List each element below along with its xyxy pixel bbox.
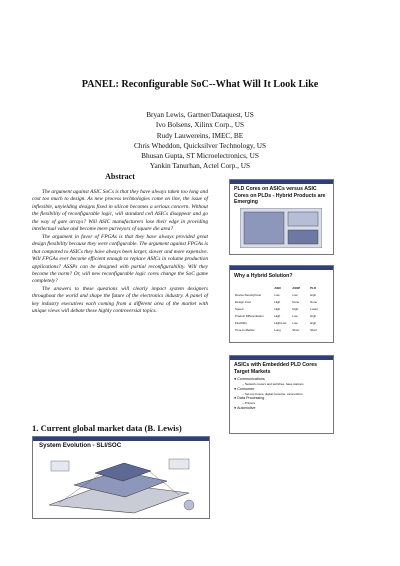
section-heading: 1. Current global market data (B. Lewis) — [32, 423, 182, 433]
table-cell: Low — [292, 314, 298, 318]
list-item: ● Automotive — [234, 405, 256, 410]
slide-title: Why a Hybrid Solution? — [234, 273, 293, 279]
author-list — [0, 110, 400, 172]
table-row — [235, 328, 328, 332]
list-item: ● Communications — [234, 377, 265, 381]
author: Bhusan Gupta, ST Microelectronics, US — [141, 151, 259, 161]
abstract-paragraph: The answers to these questions will clearly impact system designers throughout the world and shape the future of the electronics industry. A panel of key industry executives each coming from a different area of the market with unique views will debate these highly controversial topics. — [32, 285, 208, 315]
list-item-label: Automotive — [237, 405, 256, 410]
table-row — [235, 293, 328, 297]
table-row — [235, 307, 328, 311]
table-cell: High — [310, 321, 317, 325]
abstract-heading: Abstract — [105, 172, 135, 181]
table-cell: Long — [274, 328, 281, 332]
table-cell: Time-to-Market — [235, 328, 255, 332]
slide-header-bar — [230, 266, 333, 270]
table-row — [235, 314, 328, 318]
chip-diagram — [240, 208, 322, 248]
table-cell: Short — [292, 328, 300, 332]
table-cell: Speed — [235, 307, 244, 311]
table-header-row — [235, 286, 328, 290]
table-cell: None — [310, 300, 318, 304]
author: Ivo Bolsens, Xilinx Corp., US — [155, 120, 245, 130]
list-subitem: -- Network routers and switches, base stations — [242, 382, 304, 387]
table-cell: High — [292, 307, 299, 311]
list-subitem: -- Set-top boxes, digital cameras, camcorders — [242, 391, 303, 396]
author: Rudy Lauwereins, IMEC, BE — [156, 130, 244, 140]
abstract-paragraph: The argument in favor of FPGAs is that they have always provided great design flexibility because they were configurable. The argument against FPGAs is that compared to ASICs they have always been larger, slower and more expensive. Will FPGAs ever become efficient enough to replace ASICs in volume production applications? ASSPs can be designed with partial reconfigurability. Will they become the norm? Or, will new reconfigurable logic cores change the SoC game completely? — [32, 233, 208, 285]
abstract-body — [32, 189, 208, 316]
abstract-paragraph: The argument against ASIC SoCs is that they have always taken too long and cost too much to design. As new process technologies come on line, the issue of inflexible, unyielding designs fixed in silicon becomes a serious concern. Without the flexibility of reconfigurable logic, will standard cell ASICs disappear and go the way of gate arrays? Will ASIC manufacturers lose their edge in providing intellectual value and become mere purveyors of square die area? — [32, 189, 208, 233]
slide-title: ASICs with Embedded PLD Cores Target Markets — [234, 362, 318, 375]
table-cell: High — [310, 293, 317, 297]
table-row — [235, 321, 328, 325]
paper-title: PANEL: Reconfigurable SoC--What Will It Look Like — [81, 79, 319, 90]
slide-title: PLD Cores on ASICs versus ASIC Cores on PLDs - Hybrid Products are Emerging — [234, 186, 326, 206]
table-cell: High/Low — [274, 321, 287, 325]
table-cell: Lower — [310, 307, 318, 311]
table-cell: High — [274, 300, 281, 304]
table-cell: High — [274, 307, 281, 311]
table-cell: Short — [310, 328, 318, 332]
market-list — [230, 377, 333, 411]
author: Yankin Tanurhan, Actel Corp., US — [149, 161, 251, 171]
table-header-cell — [235, 286, 274, 290]
table-cell: None — [292, 300, 300, 304]
table-cell: Low — [292, 293, 298, 297]
slide-header-bar — [230, 180, 333, 184]
table-cell: Design Cost — [235, 300, 251, 304]
slide-hybrid-products — [229, 179, 334, 255]
table-cell: Product Differentiation — [235, 314, 264, 318]
table-cell: High — [274, 314, 281, 318]
table-header-cell: PLD — [310, 286, 316, 290]
list-item-label: Consumer — [237, 386, 255, 391]
list-subitem: -- Printers — [242, 401, 256, 406]
slide-header-bar — [33, 437, 209, 441]
table-cell: Low — [274, 293, 280, 297]
table-header-cell: ASIC — [274, 286, 282, 290]
table-header-cell: ASSP — [292, 286, 301, 290]
slide-why-hybrid — [229, 265, 334, 343]
table-cell: Low — [292, 321, 298, 325]
slide-system-evolution — [32, 436, 210, 519]
list-item: ● Data Processing — [234, 396, 265, 400]
table-row — [235, 300, 328, 304]
list-item-label: Data Processing — [237, 396, 265, 400]
list-item: ● Consumer — [234, 386, 255, 391]
list-item-label: Communications — [237, 377, 265, 381]
evolution-illustration — [39, 453, 203, 515]
slide-target-markets — [229, 355, 334, 434]
table-cell: High — [310, 314, 317, 318]
author: Chris Wheddon, Quicksilver Technology, US — [133, 140, 267, 150]
author: Bryan Lewis, Gartner/Dataquest, US — [146, 110, 254, 119]
table-cell: Device Density/Cost — [235, 293, 262, 297]
slide-title: System Evolution - SLI/SOC — [39, 442, 122, 449]
table-cell: Flexibility — [235, 321, 247, 325]
slide-header-bar — [230, 356, 333, 360]
